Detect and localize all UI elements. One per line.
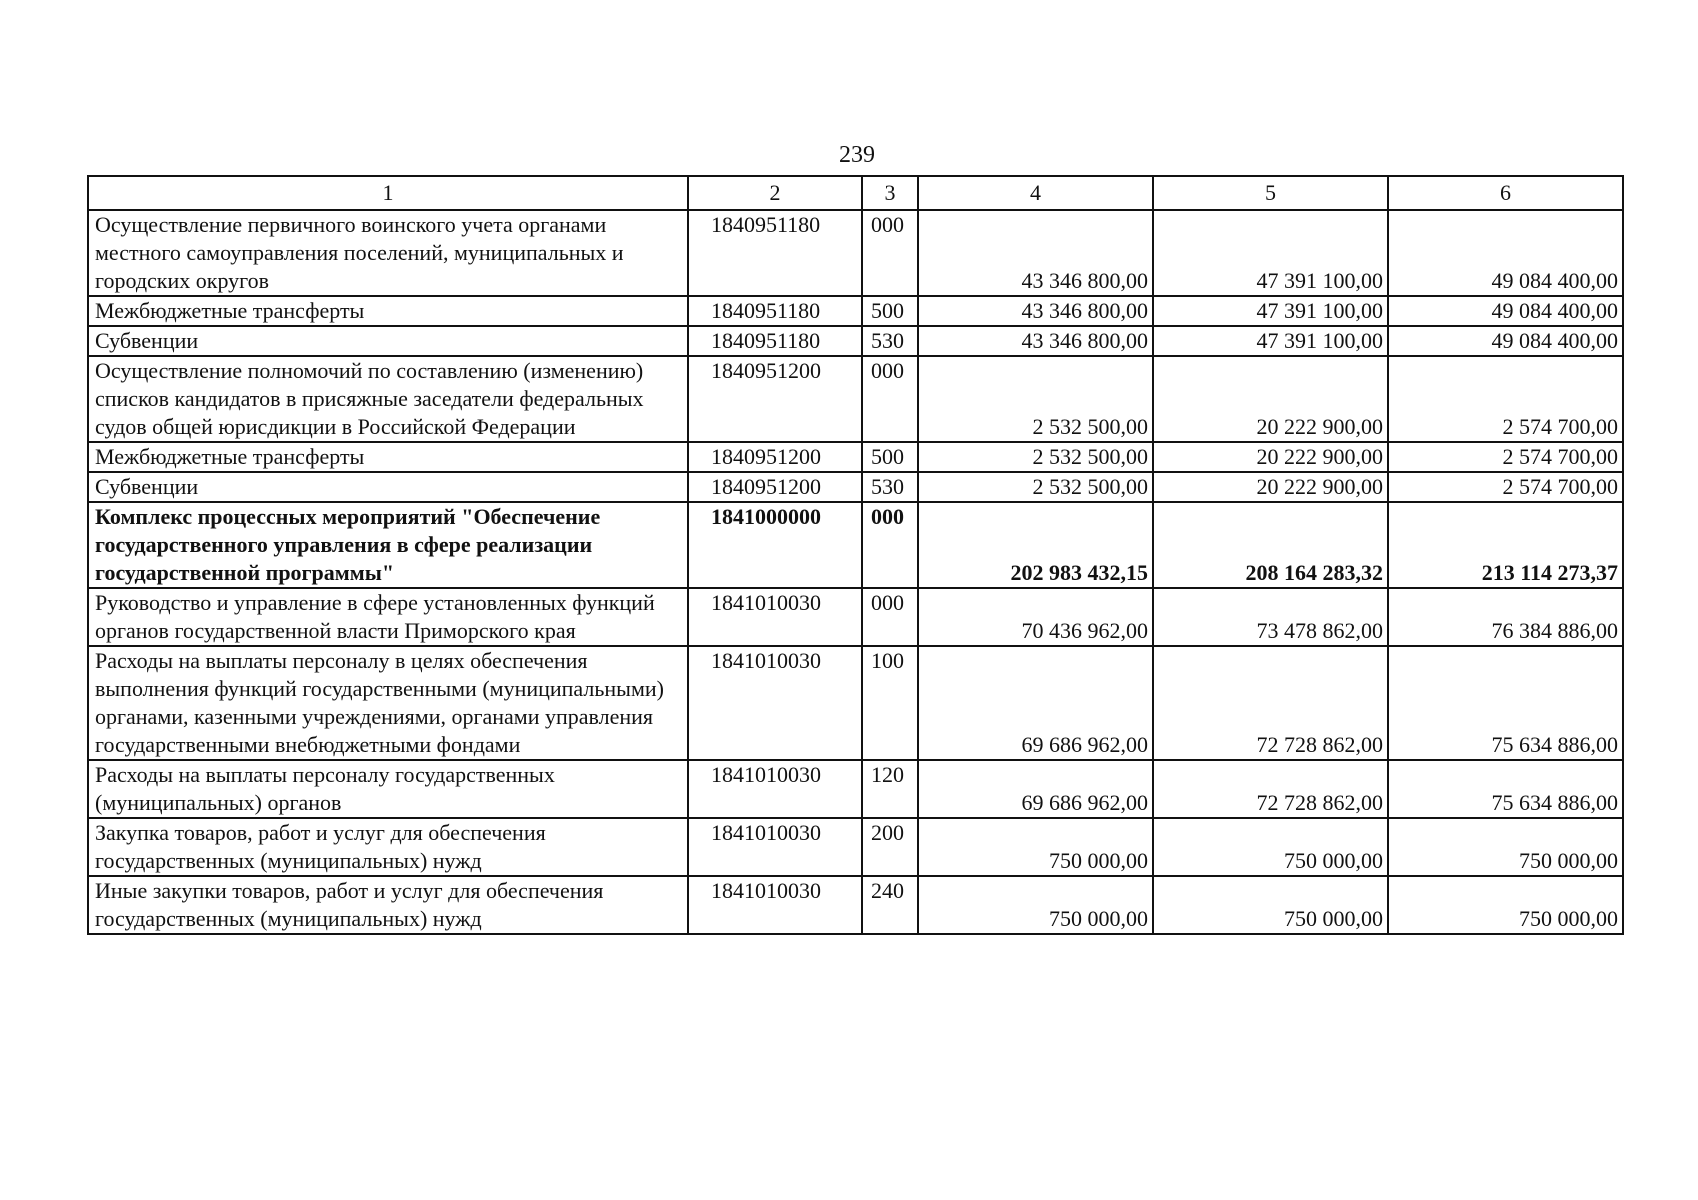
row-amount-year2-cell: 47 391 100,00 — [1153, 210, 1388, 296]
row-name-cell: Комплекс процессных мероприятий "Обеспечение государственного управления в сфере реализации государственной программы" — [88, 502, 688, 588]
table-row — [88, 502, 1623, 588]
row-code-cell: 1840951180 — [688, 296, 862, 326]
row-amount-year2-cell: 20 222 900,00 — [1153, 356, 1388, 442]
row-amount-year1-cell: 69 686 962,00 — [918, 646, 1153, 760]
table-row — [88, 356, 1623, 442]
table-row — [88, 760, 1623, 818]
row-amount-year1-cell: 43 346 800,00 — [918, 326, 1153, 356]
table-row — [88, 588, 1623, 646]
row-type-cell: 200 — [862, 818, 918, 876]
row-code-cell: 1840951180 — [688, 326, 862, 356]
row-type-cell: 000 — [862, 588, 918, 646]
row-type-cell: 120 — [862, 760, 918, 818]
row-name-cell: Межбюджетные трансферты — [88, 442, 688, 472]
row-type-cell: 000 — [862, 210, 918, 296]
row-amount-year2-cell: 73 478 862,00 — [1153, 588, 1388, 646]
row-amount-year3-cell: 75 634 886,00 — [1388, 646, 1623, 760]
row-amount-year3-cell: 76 384 886,00 — [1388, 588, 1623, 646]
row-type-cell: 530 — [862, 326, 918, 356]
row-amount-year1-cell: 2 532 500,00 — [918, 472, 1153, 502]
row-type-cell: 500 — [862, 442, 918, 472]
table-row — [88, 818, 1623, 876]
row-amount-year1-cell: 69 686 962,00 — [918, 760, 1153, 818]
row-name-cell: Руководство и управление в сфере установленных функций органов государственной власти Приморского края — [88, 588, 688, 646]
row-code-cell: 1841000000 — [688, 502, 862, 588]
row-name-cell: Закупка товаров, работ и услуг для обеспечения государственных (муниципальных) нужд — [88, 818, 688, 876]
row-amount-year3-cell: 2 574 700,00 — [1388, 472, 1623, 502]
row-amount-year2-cell: 20 222 900,00 — [1153, 472, 1388, 502]
row-amount-year3-cell: 750 000,00 — [1388, 818, 1623, 876]
page-number: 239 — [839, 142, 875, 168]
row-name-cell: Расходы на выплаты персоналу государственных (муниципальных) органов — [88, 760, 688, 818]
budget-table — [87, 175, 1624, 935]
row-amount-year1-cell: 2 532 500,00 — [918, 356, 1153, 442]
row-code-cell: 1841010030 — [688, 646, 862, 760]
row-amount-year1-cell: 202 983 432,15 — [918, 502, 1153, 588]
row-amount-year1-cell: 750 000,00 — [918, 876, 1153, 934]
row-amount-year3-cell: 2 574 700,00 — [1388, 356, 1623, 442]
row-code-cell: 1840951200 — [688, 472, 862, 502]
table-row — [88, 442, 1623, 472]
row-code-cell: 1841010030 — [688, 876, 862, 934]
row-amount-year2-cell: 47 391 100,00 — [1153, 296, 1388, 326]
table-row — [88, 472, 1623, 502]
row-amount-year3-cell: 213 114 273,37 — [1388, 502, 1623, 588]
row-amount-year3-cell: 75 634 886,00 — [1388, 760, 1623, 818]
row-amount-year3-cell: 750 000,00 — [1388, 876, 1623, 934]
row-amount-year2-cell: 72 728 862,00 — [1153, 760, 1388, 818]
row-amount-year1-cell: 750 000,00 — [918, 818, 1153, 876]
row-code-cell: 1840951200 — [688, 442, 862, 472]
row-amount-year1-cell: 2 532 500,00 — [918, 442, 1153, 472]
row-code-cell: 1840951180 — [688, 210, 862, 296]
row-name-cell: Осуществление полномочий по составлению (изменению) списков кандидатов в присяжные заседатели федеральных судов общей юрисдикции в Российской Федерации — [88, 356, 688, 442]
row-code-cell: 1841010030 — [688, 818, 862, 876]
row-amount-year2-cell: 750 000,00 — [1153, 818, 1388, 876]
row-code-cell: 1841010030 — [688, 588, 862, 646]
table-row — [88, 646, 1623, 760]
row-name-cell: Иные закупки товаров, работ и услуг для обеспечения государственных (муниципальных) нужд — [88, 876, 688, 934]
row-amount-year3-cell: 49 084 400,00 — [1388, 210, 1623, 296]
header-cell-6: 6 — [1388, 176, 1623, 210]
row-amount-year3-cell: 49 084 400,00 — [1388, 296, 1623, 326]
row-type-cell: 500 — [862, 296, 918, 326]
row-amount-year3-cell: 49 084 400,00 — [1388, 326, 1623, 356]
row-amount-year2-cell: 750 000,00 — [1153, 876, 1388, 934]
row-type-cell: 100 — [862, 646, 918, 760]
row-amount-year3-cell: 2 574 700,00 — [1388, 442, 1623, 472]
header-cell-2: 2 — [688, 176, 862, 210]
table-row — [88, 210, 1623, 296]
row-name-cell: Межбюджетные трансферты — [88, 296, 688, 326]
row-type-cell: 530 — [862, 472, 918, 502]
table-row — [88, 326, 1623, 356]
row-name-cell: Субвенции — [88, 472, 688, 502]
row-code-cell: 1840951200 — [688, 356, 862, 442]
header-cell-5: 5 — [1153, 176, 1388, 210]
row-type-cell: 000 — [862, 356, 918, 442]
row-amount-year1-cell: 70 436 962,00 — [918, 588, 1153, 646]
row-amount-year1-cell: 43 346 800,00 — [918, 210, 1153, 296]
row-type-cell: 240 — [862, 876, 918, 934]
table-row — [88, 876, 1623, 934]
row-name-cell: Расходы на выплаты персоналу в целях обеспечения выполнения функций государственными (муниципальными) органами, казенными учреждениями, органами управления государственными внебюджетными фондами — [88, 646, 688, 760]
row-type-cell: 000 — [862, 502, 918, 588]
header-cell-1: 1 — [88, 176, 688, 210]
row-name-cell: Субвенции — [88, 326, 688, 356]
row-amount-year2-cell: 47 391 100,00 — [1153, 326, 1388, 356]
header-cell-3: 3 — [862, 176, 918, 210]
row-amount-year2-cell: 72 728 862,00 — [1153, 646, 1388, 760]
row-amount-year2-cell: 20 222 900,00 — [1153, 442, 1388, 472]
table-body — [88, 176, 1623, 934]
row-code-cell: 1841010030 — [688, 760, 862, 818]
header-cell-4: 4 — [918, 176, 1153, 210]
row-amount-year1-cell: 43 346 800,00 — [918, 296, 1153, 326]
row-amount-year2-cell: 208 164 283,32 — [1153, 502, 1388, 588]
row-name-cell: Осуществление первичного воинского учета органами местного самоуправления поселений, муниципальных и городских округов — [88, 210, 688, 296]
table-header-row — [88, 176, 1623, 210]
table-row — [88, 296, 1623, 326]
